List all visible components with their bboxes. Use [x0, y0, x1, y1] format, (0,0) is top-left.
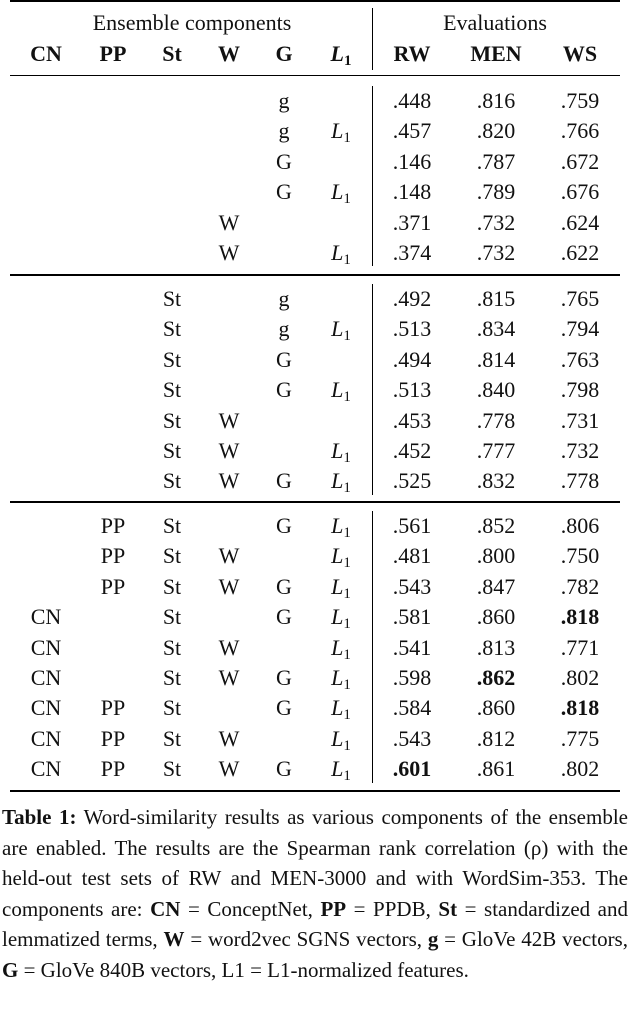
cell-rw: .448: [392, 88, 432, 113]
caption-label: Table 1:: [2, 805, 77, 829]
cell-ws: .802: [560, 756, 600, 782]
section-rule-1: [10, 274, 620, 276]
cell-ws: .798: [560, 377, 600, 403]
cell-l1: $L_1$: [331, 634, 351, 663]
cell-cn: CN: [30, 665, 62, 690]
cell-ws: .818: [560, 604, 600, 630]
cell-men: .860: [476, 695, 516, 721]
caption-segment: = PPDB,: [346, 896, 439, 921]
caption-segment: = GloVe 840B vectors, L1 = L1-normalized features.: [18, 957, 469, 982]
cell-g: G: [276, 513, 292, 538]
cell-ws: .802: [560, 665, 600, 690]
column-header-ws: WS: [562, 41, 598, 66]
cell-st: St: [162, 604, 182, 630]
cell-men: .814: [476, 346, 516, 372]
cell-st: St: [162, 377, 182, 403]
cell-rw: .148: [392, 179, 432, 205]
cell-men: .816: [476, 88, 516, 113]
cell-ws: .622: [560, 240, 600, 265]
cell-l1: $L_1$: [331, 604, 351, 633]
cell-ws: .750: [560, 543, 600, 569]
caption-key: St: [438, 896, 458, 921]
cell-w: W: [218, 756, 240, 782]
caption-key: W: [163, 927, 185, 951]
column-header-cn: CN: [30, 41, 62, 66]
cell-rw: .374: [392, 240, 432, 265]
cell-rw: .513: [392, 377, 432, 403]
column-header-men: MEN: [470, 41, 522, 66]
cell-pp: PP: [100, 573, 126, 599]
cell-st: St: [162, 286, 182, 311]
cell-g: g: [278, 286, 290, 311]
cell-men: .732: [476, 240, 516, 265]
cell-st: St: [162, 665, 182, 690]
cell-l1: $L_1$: [331, 377, 351, 406]
caption-key: PP: [320, 896, 347, 921]
cell-rw: .584: [392, 695, 432, 721]
cell-g: G: [276, 756, 292, 782]
cell-w: W: [218, 573, 240, 599]
cell-rw: .494: [392, 346, 432, 372]
cell-men: .789: [476, 179, 516, 205]
cell-rw: .457: [392, 118, 432, 144]
cell-ws: .765: [560, 286, 600, 311]
cell-pp: PP: [100, 695, 126, 721]
cell-l1: $L_1$: [331, 240, 351, 268]
header-rule: [10, 75, 620, 76]
cell-pp: PP: [100, 725, 126, 751]
cell-rw: .492: [392, 286, 432, 311]
cell-men: .815: [476, 286, 516, 311]
cell-st: St: [162, 438, 182, 463]
bottom-rule: [10, 790, 620, 792]
caption-text: [2, 805, 628, 982]
cell-st: St: [162, 634, 182, 660]
cell-st: St: [162, 316, 182, 342]
cell-w: W: [218, 209, 240, 235]
cell-men: .840: [476, 377, 516, 403]
cell-pp: PP: [100, 756, 126, 782]
cell-g: G: [276, 695, 292, 721]
cell-rw: .452: [392, 438, 432, 463]
column-header-pp: PP: [99, 41, 127, 66]
cell-rw: .481: [392, 543, 432, 569]
cell-ws: .624: [560, 209, 600, 235]
caption-segment: = ConceptNet,: [180, 896, 321, 921]
cell-w: W: [218, 438, 240, 463]
cell-g: g: [278, 118, 290, 144]
cell-pp: PP: [100, 513, 126, 538]
cell-l1: $L_1$: [331, 316, 351, 345]
caption-key: G: [2, 957, 19, 982]
cell-ws: .794: [560, 316, 600, 342]
caption-key: g: [427, 927, 439, 951]
group-header-components: Ensemble components: [92, 10, 292, 35]
cell-l1: $L_1$: [331, 468, 351, 497]
column-header-l1: $L_1$: [330, 41, 352, 69]
cell-rw: .543: [392, 573, 432, 599]
cell-rw: .601: [392, 756, 432, 782]
cell-men: .778: [476, 407, 516, 433]
cell-l1: $L_1$: [331, 695, 351, 724]
cell-rw: .541: [392, 634, 432, 660]
cell-ws: .778: [560, 468, 600, 494]
cell-men: .847: [476, 573, 516, 599]
cell-g: G: [276, 346, 292, 372]
cell-rw: .371: [392, 209, 432, 235]
cell-w: W: [218, 543, 240, 569]
cell-rw: .561: [392, 513, 432, 538]
cell-rw: .513: [392, 316, 432, 342]
cell-men: .777: [476, 438, 516, 463]
cell-g: G: [276, 468, 292, 494]
section-rule-2: [10, 501, 620, 503]
cell-cn: CN: [30, 756, 62, 782]
cell-w: W: [218, 725, 240, 751]
cell-rw: .598: [392, 665, 432, 690]
cell-g: G: [276, 604, 292, 630]
cell-ws: .676: [560, 179, 600, 205]
table-caption: [2, 802, 628, 985]
section-divider-2: [372, 284, 373, 495]
section-divider-3: [372, 511, 373, 783]
cell-ws: .731: [560, 407, 600, 433]
cell-ws: .818: [560, 695, 600, 721]
cell-ws: .771: [560, 634, 600, 660]
cell-st: St: [162, 346, 182, 372]
cell-st: St: [162, 543, 182, 569]
cell-g: G: [276, 665, 292, 690]
cell-men: .800: [476, 543, 516, 569]
cell-men: .813: [476, 634, 516, 660]
section-divider-1: [372, 86, 373, 266]
cell-w: W: [218, 468, 240, 494]
cell-ws: .763: [560, 346, 600, 372]
cell-cn: CN: [30, 634, 62, 660]
cell-pp: PP: [100, 543, 126, 569]
cell-st: St: [162, 573, 182, 599]
cell-ws: .766: [560, 118, 600, 144]
header-divider: [372, 8, 373, 70]
cell-l1: $L_1$: [331, 513, 351, 541]
cell-cn: CN: [30, 604, 62, 630]
caption-segment: = standardized and lemmatized terms,: [2, 896, 629, 951]
cell-men: .860: [476, 604, 516, 630]
cell-rw: .581: [392, 604, 432, 630]
cell-st: St: [162, 468, 182, 494]
cell-men: .732: [476, 209, 516, 235]
cell-l1: $L_1$: [331, 543, 351, 572]
cell-l1: $L_1$: [331, 118, 351, 147]
cell-men: .861: [476, 756, 516, 782]
cell-men: .852: [476, 513, 516, 538]
cell-ws: .672: [560, 148, 600, 174]
cell-rw: .146: [392, 148, 432, 174]
cell-l1: $L_1$: [331, 665, 351, 693]
caption-segment: = word2vec SGNS vectors,: [184, 927, 428, 951]
cell-st: St: [162, 756, 182, 782]
caption-segment: = GloVe 42B vectors,: [438, 927, 628, 951]
column-header-w: W: [218, 41, 240, 66]
cell-rw: .453: [392, 407, 432, 433]
cell-l1: $L_1$: [331, 573, 351, 602]
cell-cn: CN: [30, 725, 62, 751]
cell-rw: .525: [392, 468, 432, 494]
cell-men: .820: [476, 118, 516, 144]
cell-men: .834: [476, 316, 516, 342]
cell-ws: .775: [560, 725, 600, 751]
cell-l1: $L_1$: [331, 725, 351, 754]
cell-g: g: [278, 316, 290, 342]
caption-key: CN: [150, 896, 181, 921]
cell-cn: CN: [30, 695, 62, 721]
cell-men: .787: [476, 148, 516, 174]
cell-men: .832: [476, 468, 516, 494]
cell-st: St: [162, 407, 182, 433]
cell-ws: .782: [560, 573, 600, 599]
cell-g: G: [276, 377, 292, 403]
cell-w: W: [218, 634, 240, 660]
cell-w: W: [218, 240, 240, 265]
cell-ws: .759: [560, 88, 600, 113]
column-header-st: St: [162, 41, 182, 66]
cell-l1: $L_1$: [331, 756, 351, 785]
cell-ws: .732: [560, 438, 600, 463]
cell-g: g: [278, 88, 290, 113]
cell-g: G: [276, 179, 292, 205]
caption-segment: Word-similarity results as various components of the ensemble are enabled. The results are the Spearman rank correlation (ρ) with the held-out test sets of RW and MEN-3000 and with WordSim-353. The components are:: [2, 805, 628, 921]
column-header-g: G: [275, 41, 293, 66]
cell-st: St: [162, 513, 182, 538]
cell-w: W: [218, 407, 240, 433]
cell-l1: $L_1$: [331, 179, 351, 208]
cell-rw: .543: [392, 725, 432, 751]
column-header-rw: RW: [393, 41, 431, 66]
cell-g: G: [276, 148, 292, 174]
cell-ws: .806: [560, 513, 600, 538]
top-rule: [10, 0, 620, 2]
cell-g: G: [276, 573, 292, 599]
cell-w: W: [218, 665, 240, 690]
cell-men: .812: [476, 725, 516, 751]
group-header-evaluations: Evaluations: [443, 10, 547, 35]
cell-l1: $L_1$: [331, 438, 351, 466]
cell-st: St: [162, 695, 182, 721]
cell-men: .862: [476, 665, 516, 690]
cell-st: St: [162, 725, 182, 751]
